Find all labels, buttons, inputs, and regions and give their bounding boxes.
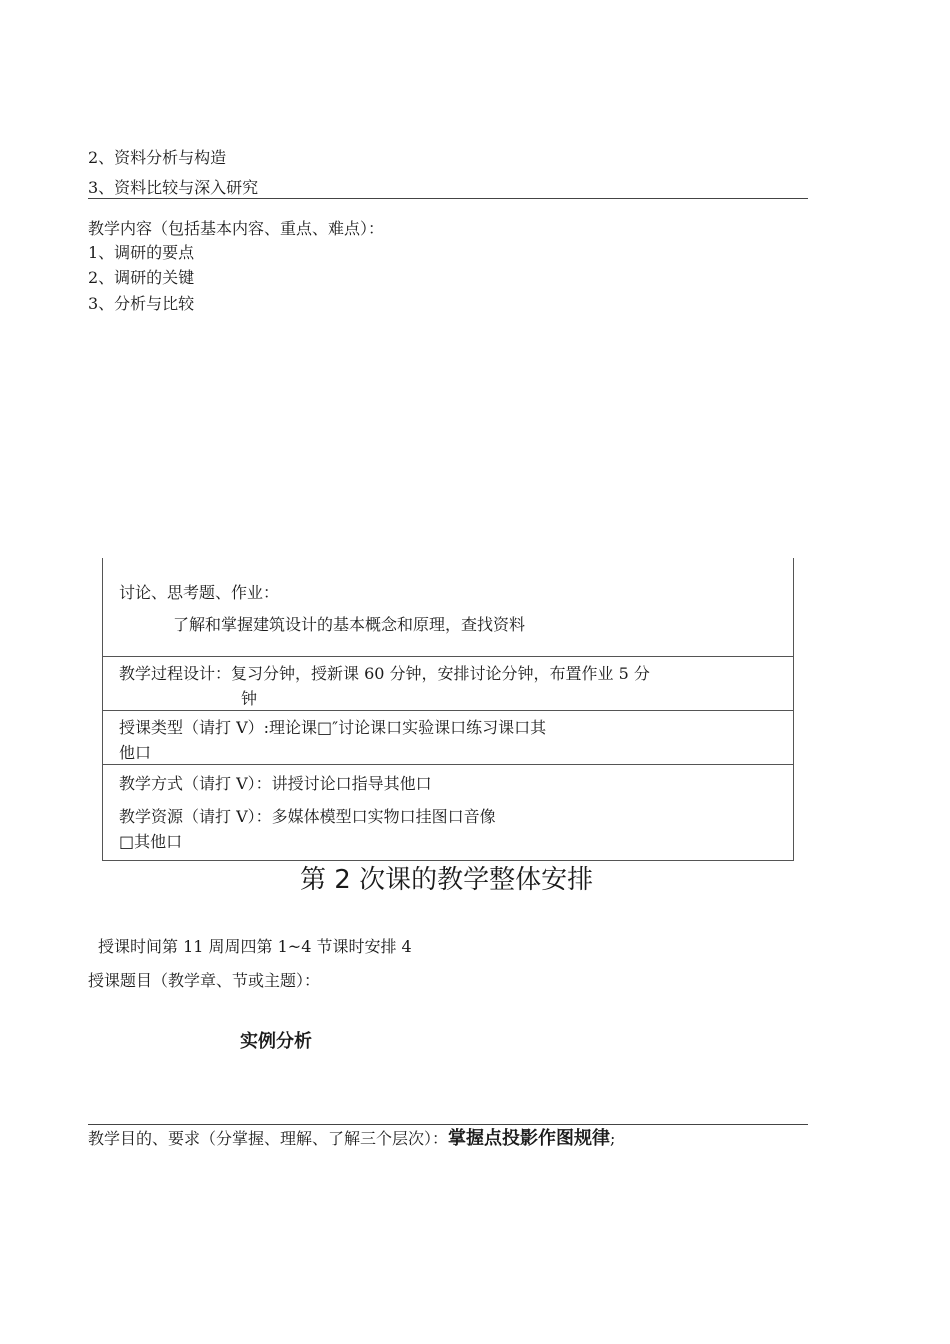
method-line: 教学方式（请打 V）：讲授讨论口指导其他口 bbox=[119, 774, 432, 793]
section-title: 第 2 次课的教学整体安排 bbox=[300, 865, 594, 895]
discussion-cell bbox=[103, 558, 793, 657]
content-item: 1、调研的要点 bbox=[88, 243, 195, 262]
discussion-label: 讨论、思考题、作业： bbox=[119, 583, 280, 602]
process-line1: 教学过程设计：复习分钟，授新课 60 分钟，安排讨论分钟，布置作业 5 分 bbox=[119, 664, 650, 683]
content-item: 3、分析与比较 bbox=[88, 294, 195, 313]
time-line: 授课时间第 11 周周四第 1~4 节课时安排 4 bbox=[98, 937, 412, 956]
divider bbox=[88, 1124, 808, 1125]
type-line1: 授课类型（请打 V）:理论课□″讨论课口实验课口练习课口其 bbox=[119, 718, 547, 737]
lesson-table bbox=[102, 558, 794, 861]
topic-label: 授课题目（教学章、节或主题）： bbox=[88, 971, 321, 990]
goal-end: ; bbox=[610, 1129, 616, 1148]
divider bbox=[88, 198, 808, 199]
goal-label: 教学目的、要求（分掌握、理解、了解三个层次）： bbox=[88, 1129, 449, 1148]
process-line2: 钟 bbox=[241, 689, 258, 708]
process-cell bbox=[103, 657, 793, 711]
list-item-2: 2、资料分析与构造 bbox=[88, 148, 227, 167]
list-item-3: 3、资料比较与深入研究 bbox=[88, 178, 259, 197]
discussion-text: 了解和掌握建筑设计的基本概念和原理，查找资料 bbox=[173, 615, 526, 634]
type-cell bbox=[103, 711, 793, 765]
method-resource-cell bbox=[103, 765, 793, 861]
type-line2: 他口 bbox=[119, 743, 152, 762]
goal-text: 掌握点投影作图规律 bbox=[448, 1128, 611, 1149]
resource-line2: □其他口 bbox=[119, 832, 183, 851]
goal-line bbox=[88, 1128, 615, 1150]
content-heading: 教学内容（包括基本内容、重点、难点）： bbox=[88, 219, 385, 238]
topic-text: 实例分析 bbox=[240, 1031, 312, 1052]
resource-line1: 教学资源（请打 V）：多媒体模型口实物口挂图口音像 bbox=[119, 807, 496, 826]
content-item: 2、调研的关键 bbox=[88, 268, 195, 287]
